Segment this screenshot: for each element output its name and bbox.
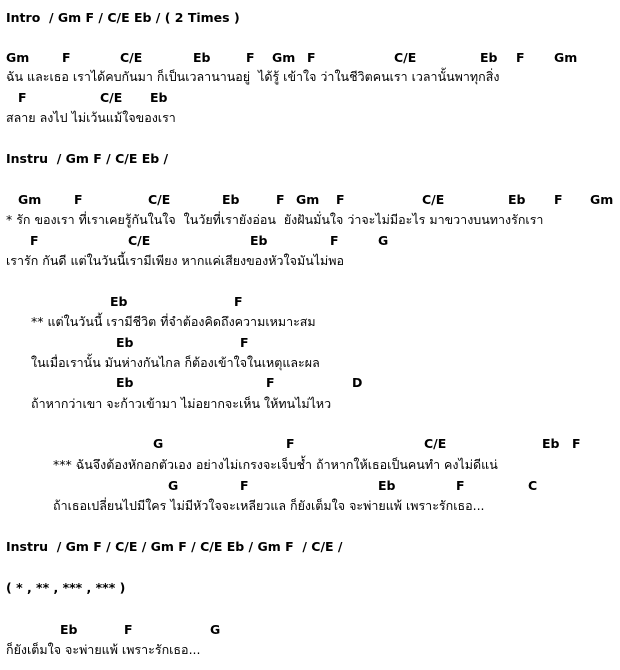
instru-line: Instru / Gm F / C/E / Gm F / C/E Eb / Gm F / C/E / — [6, 539, 343, 554]
chord: F — [62, 50, 71, 65]
chord: F — [240, 478, 249, 493]
chord: C — [528, 478, 538, 493]
chord: Eb — [193, 50, 211, 65]
chord: F — [276, 192, 285, 207]
chord: Eb — [116, 335, 134, 350]
lyric-line: * รัก ของเรา ที่เราเคยรู้กันในใจ ในวัยที่เรายังอ่อน ยังฝันมั่นใจ ว่าจะไม่มีอะไร มาขวางบนทางรักเรา — [6, 212, 544, 227]
chord: Eb — [378, 478, 396, 493]
chord: F — [240, 335, 249, 350]
chord: C/E — [100, 90, 123, 105]
lyric-line: ถ้าหากว่าเขา จะก้าวเข้ามา ไม่อยากจะเห็น ให้ทนไม่ไหว — [31, 396, 332, 411]
chord: Gm — [590, 192, 614, 207]
lyric-line: ก็ยังเต็มใจ จะพ่ายแพ้ เพราะรักเธอ... — [6, 642, 201, 657]
chord: Gm — [6, 50, 30, 65]
chord: Gm — [554, 50, 578, 65]
chord: Eb — [110, 294, 128, 309]
lyric-line: ฉัน และเธอ เราได้คบกันมา ก็เป็นเวลานานอยู่ ได้รู้ เข้าใจ ว่าในชีวิตคนเรา เวลานั้นพาทุกสิ่ง — [6, 69, 500, 84]
chord: F — [266, 375, 275, 390]
lyric-line: *** ฉันจึงต้องหักอกตัวเอง อย่างไม่เกรงจะเจ็บช้ำ ถ้าหากให้เธอเป็นคนทำ คงไม่ดีแน่ — [53, 457, 498, 472]
instru-line: Instru / Gm F / C/E Eb / — [6, 151, 169, 166]
chord: Eb — [542, 436, 560, 451]
chord: C/E — [148, 192, 171, 207]
chord: F — [330, 233, 339, 248]
chord: G — [210, 622, 221, 637]
chord: F — [246, 50, 255, 65]
chord: Eb — [508, 192, 526, 207]
chord: F — [18, 90, 27, 105]
chord: F — [124, 622, 133, 637]
chord: F — [286, 436, 295, 451]
chord: Eb — [60, 622, 78, 637]
chord: F — [554, 192, 563, 207]
chord: F — [516, 50, 525, 65]
chord: F — [234, 294, 243, 309]
chord: F — [30, 233, 39, 248]
chord: Gm — [296, 192, 320, 207]
chord: Eb — [150, 90, 168, 105]
chord: F — [336, 192, 345, 207]
chord: G — [378, 233, 389, 248]
intro-line: Intro / Gm F / C/E Eb / ( 2 Times ) — [6, 10, 240, 25]
lyric-line: สลาย ลงไป ไม่เว้นแม้ใจของเรา — [6, 110, 176, 125]
chord: C/E — [128, 233, 151, 248]
chord: F — [307, 50, 316, 65]
chord: C/E — [120, 50, 143, 65]
chord: G — [168, 478, 179, 493]
chord: F — [572, 436, 581, 451]
lyric-line: ** แต่ในวันนี้ เรามีชีวิต ที่จำต้องคิดถึงความเหมาะสม — [31, 314, 316, 329]
chord: C/E — [422, 192, 445, 207]
lyric-line: เรารัก กันดี แต่ในวันนี้เรามีเพียง หากแค่เสียงของหัวใจมันไม่พอ — [6, 253, 345, 268]
chord: Eb — [116, 375, 134, 390]
chord: F — [74, 192, 83, 207]
repeat-line: ( * , ** , *** , *** ) — [6, 580, 126, 595]
chord: Gm — [272, 50, 296, 65]
chord: Eb — [222, 192, 240, 207]
lyric-line: ถ้าเธอเปลี่ยนไปมีใคร ไม่มีหัวใจจะเหลียวแล ก็ยังเต็มใจ จะพ่ายแพ้ เพราะรักเธอ... — [53, 498, 485, 513]
chord: D — [352, 375, 363, 390]
chord: C/E — [424, 436, 447, 451]
chord: Eb — [480, 50, 498, 65]
chord: Eb — [250, 233, 268, 248]
lyric-line: ในเมื่อเรานั้น มันห่างกันไกล ก็ต้องเข้าใจในเหตุและผล — [31, 355, 320, 370]
chord: Gm — [18, 192, 42, 207]
chord: F — [456, 478, 465, 493]
chord: C/E — [394, 50, 417, 65]
chord: G — [153, 436, 164, 451]
